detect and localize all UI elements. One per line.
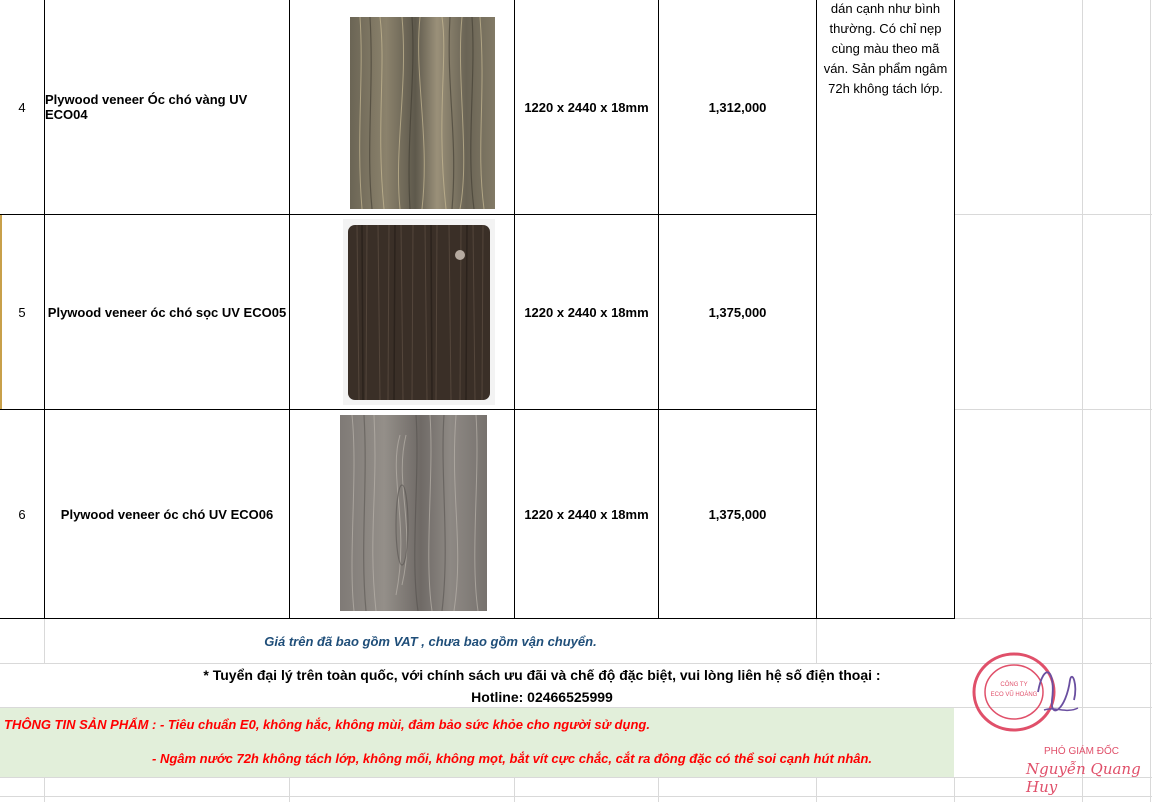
product-image [343,219,495,405]
agent-recruitment [0,664,1084,708]
signature-title: PHÓ GIÁM ĐỐC [1044,746,1120,757]
product-info-line-1: THÔNG TIN SẢN PHẨM : - Tiêu chuẩn E0, không hắc, không mùi, đảm bảo sức khỏe cho người sử dụng. [4,717,650,732]
note-line: cùng màu theo mã [831,41,940,56]
svg-text:CÔNG TY: CÔNG TY [1000,682,1028,688]
note-line: thường. Có chỉ nẹp [829,21,942,36]
hotline: Hotline: 02466525999 [471,689,613,705]
product-image [340,415,487,611]
row-number: 5 [18,304,26,320]
product-name: Plywood veneer Óc chó vàng UV ECO04 [45,92,248,122]
company-stamp [966,640,1086,750]
product-info-line-2: - Ngâm nước 72h không tách lớp, không mối, không mọt, bắt vít cực chắc, cắt ra đông đặc có thể soi cạnh hút nhân. [152,751,873,766]
product-name: Plywood veneer óc chó UV ECO06 [60,506,274,522]
row-number: 4 [18,99,26,115]
note-line: 72h không tách lớp. [828,81,943,96]
product-size: 1220 x 2440 x 18mm [524,304,649,320]
product-price: 1,312,000 [708,99,767,115]
svg-text:ECO VŨ HOÀNG: ECO VŨ HOÀNG [990,692,1038,698]
note-line: ván. Sản phẩm ngâm [823,61,948,76]
row-number: 6 [18,506,26,522]
signature-name: Nguyễn Quang Huy [1026,760,1141,796]
product-image [350,17,495,209]
product-size: 1220 x 2440 x 18mm [524,506,649,522]
product-size: 1220 x 2440 x 18mm [524,99,649,115]
product-note [817,0,954,99]
product-name: Plywood veneer óc chó sọc UV ECO05 [47,304,287,320]
product-info-panel [0,708,954,777]
vat-note: Giá trên đã bao gồm VAT , chưa bao gồm vận chuyển. [264,633,597,649]
product-price: 1,375,000 [708,304,767,320]
product-price: 1,375,000 [708,506,767,522]
note-line: dán cạnh như bình [830,1,941,16]
agent-note: * Tuyển đại lý trên toàn quốc, với chính sách ưu đãi và chế độ đặc biệt, vui lòng liên hệ số điện thoại : [203,667,881,683]
